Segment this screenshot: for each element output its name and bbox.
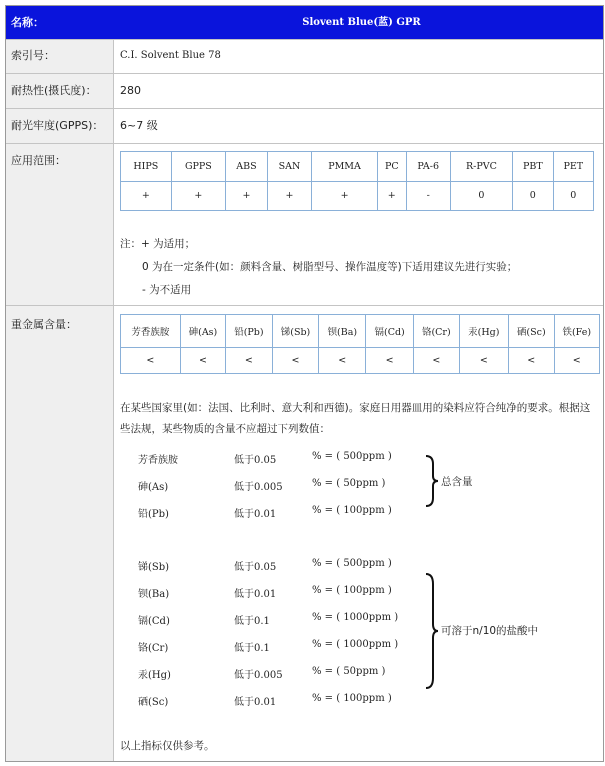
heat-label: 耐热性(摄氏度)： <box>6 74 114 108</box>
heavy-metal-value-cell: < <box>414 347 460 373</box>
limit-limit: 低于0.05 <box>234 562 277 573</box>
heavy-metal-value-row <box>121 347 600 373</box>
heavy-metal-value-cell: < <box>554 347 599 373</box>
heavy-metal-value-cell: < <box>366 347 414 373</box>
application-value-cell: + <box>121 181 172 211</box>
heat-value: 280 <box>120 84 141 97</box>
application-value-cell: 0 <box>450 181 512 211</box>
regulation-intro: 在某些国家里(如：法国、比利时、意大利和西德)。家庭日用器皿用的染料应符合纯净的要求。根据这些法规，某些物质的含量不应超过下列数值： <box>120 402 591 435</box>
limit-ppm: % = ( 100ppm ) <box>312 693 392 704</box>
index-value: C.I. Solvent Blue 78 <box>120 50 221 61</box>
brace-icon-total <box>424 454 440 508</box>
limit-ppm: % = ( 50ppm ) <box>312 478 386 489</box>
limit-ppm: % = ( 1000ppm ) <box>312 612 399 623</box>
application-label: 应用范围： <box>6 144 114 305</box>
limit-limit: 低于0.1 <box>234 643 270 654</box>
limit-ppm: % = ( 100ppm ) <box>312 505 392 516</box>
limit-limit: 低于0.005 <box>234 482 283 493</box>
heavy-metal-label: 重金属含量： <box>6 306 114 761</box>
limit-ppm: % = ( 500ppm ) <box>312 558 392 569</box>
limit-name: 砷(As) <box>138 482 169 493</box>
application-column-header: PA-6 <box>406 152 450 182</box>
index-label: 索引号： <box>6 40 114 73</box>
limit-name: 钡(Ba) <box>138 589 170 600</box>
limit-limit: 低于0.01 <box>234 697 277 708</box>
heavy-metal-value-cell: < <box>459 347 508 373</box>
application-row <box>6 143 603 305</box>
heavy-metal-column-header: 砷(As) <box>180 315 225 348</box>
limit-name: 锑(Sb) <box>138 562 170 573</box>
heat-row <box>6 73 603 108</box>
heavy-metal-header-row <box>121 315 600 348</box>
heavy-metal-column-header: 钡(Ba) <box>319 315 366 348</box>
limit-name: 镉(Cd) <box>138 616 170 627</box>
heavy-metal-column-header: 锑(Sb) <box>272 315 319 348</box>
header-row <box>6 6 603 39</box>
heavy-metal-column-header: 铬(Cr) <box>414 315 460 348</box>
application-column-header: PMMA <box>312 152 378 182</box>
application-column-header: R-PVC <box>450 152 512 182</box>
spec-sheet <box>5 5 604 762</box>
heavy-metal-column-header: 铅(Pb) <box>226 315 273 348</box>
application-content <box>114 144 603 305</box>
application-value-cell: + <box>312 181 378 211</box>
heavy-metal-value-cell: < <box>121 347 181 373</box>
heavy-metal-column-header: 芳香族胺 <box>121 315 181 348</box>
note-line-1: 注：+ 为适用； <box>120 238 196 250</box>
brace-icon-soluble <box>424 572 440 690</box>
limit-name: 汞(Hg) <box>138 670 171 681</box>
limit-ppm: % = ( 100ppm ) <box>312 585 392 596</box>
application-column-header: PC <box>377 152 406 182</box>
limit-limit: 低于0.05 <box>234 455 277 466</box>
application-column-header: SAN <box>267 152 311 182</box>
application-value-cell: + <box>267 181 311 211</box>
limit-name: 硒(Sc) <box>138 697 169 708</box>
heavy-metal-column-header: 铁(Fe) <box>554 315 599 348</box>
heavy-metal-value-cell: < <box>226 347 273 373</box>
application-value-cell: 0 <box>513 181 553 211</box>
limit-name: 铅(Pb) <box>138 509 169 520</box>
application-value-cell: 0 <box>553 181 593 211</box>
note-line-3: - 为不适用 <box>142 284 192 296</box>
application-column-header: ABS <box>226 152 268 182</box>
limit-limit: 低于0.01 <box>234 589 277 600</box>
light-value: 6~7 级 <box>120 119 158 132</box>
limit-limit: 低于0.005 <box>234 670 283 681</box>
application-value-cell: + <box>377 181 406 211</box>
limit-ppm: % = ( 500ppm ) <box>312 451 392 462</box>
application-value-cell: - <box>406 181 450 211</box>
application-column-header: PBT <box>513 152 553 182</box>
limit-ppm: % = ( 50ppm ) <box>312 666 386 677</box>
application-column-header: PET <box>553 152 593 182</box>
application-value-cell: + <box>226 181 268 211</box>
heavy-metal-column-header: 汞(Hg) <box>459 315 508 348</box>
limit-limit: 低于0.01 <box>234 509 277 520</box>
footer-note: 以上指标仅供参考。 <box>120 740 215 752</box>
limit-name: 铬(Cr) <box>138 643 169 654</box>
application-table <box>120 151 594 211</box>
limit-limit: 低于0.1 <box>234 616 270 627</box>
light-label: 耐光牢度(GPPS)： <box>6 109 114 143</box>
heavy-metal-column-header: 镉(Cd) <box>366 315 414 348</box>
group-total-label: 总含量 <box>441 476 473 488</box>
heavy-metal-value-cell: < <box>319 347 366 373</box>
product-name: Slovent Blue(蓝) GPR <box>114 6 603 39</box>
group-soluble-label: 可溶于n/10的盐酸中 <box>441 625 539 637</box>
heavy-metal-column-header: 硒(Sc) <box>509 315 555 348</box>
application-column-header: HIPS <box>121 152 172 182</box>
limit-name: 芳香族胺 <box>138 455 178 466</box>
index-row <box>6 39 603 73</box>
application-value-cell: + <box>171 181 225 211</box>
light-row <box>6 108 603 143</box>
heavy-metal-row <box>6 305 603 761</box>
header-label: 名称： <box>6 6 114 39</box>
note-line-2: 0 为在一定条件(如：颜料含量、树脂型号、操作温度等)下适用建议先进行实验； <box>142 261 518 273</box>
application-header-row <box>121 152 594 182</box>
heavy-metal-table <box>120 314 600 374</box>
heavy-metal-value-cell: < <box>272 347 319 373</box>
heavy-metal-content <box>114 306 603 761</box>
limit-ppm: % = ( 1000ppm ) <box>312 639 399 650</box>
application-column-header: GPPS <box>171 152 225 182</box>
heavy-metal-value-cell: < <box>509 347 555 373</box>
heavy-metal-value-cell: < <box>180 347 225 373</box>
application-value-row <box>121 181 594 211</box>
